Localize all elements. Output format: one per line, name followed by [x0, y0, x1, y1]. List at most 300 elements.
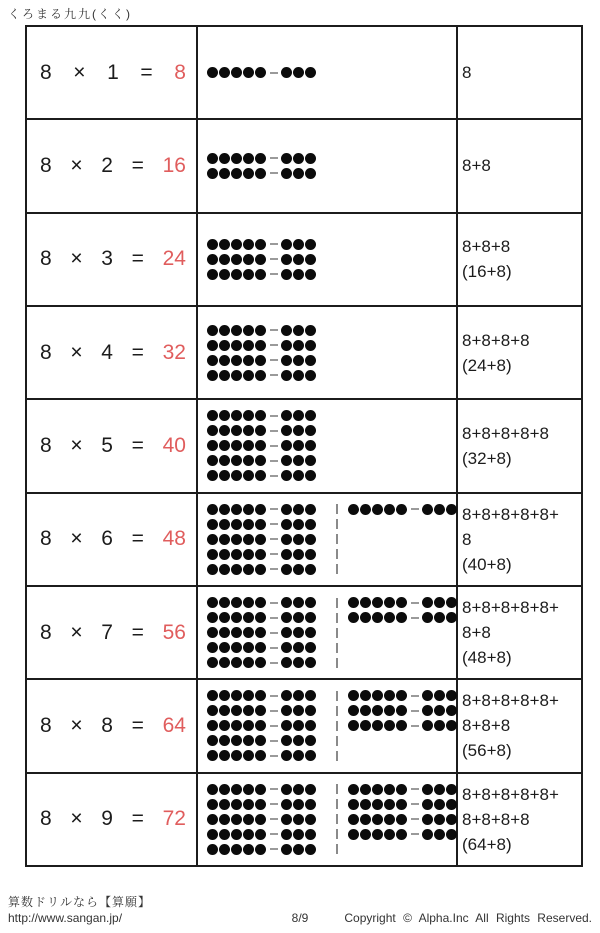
- dot-line: [348, 797, 458, 812]
- dot: [231, 239, 242, 250]
- dot: [231, 370, 242, 381]
- dot: [255, 690, 266, 701]
- dot: [207, 519, 218, 530]
- dot: [396, 720, 407, 731]
- dot: [231, 470, 242, 481]
- dot: [231, 690, 242, 701]
- dot: [207, 735, 218, 746]
- dot-block-left: [207, 595, 317, 670]
- sum-line: 8+8: [462, 156, 491, 176]
- dash: [336, 799, 338, 809]
- dot: [207, 597, 218, 608]
- dot-group-dash: [270, 803, 278, 805]
- dot: [305, 735, 316, 746]
- dot: [360, 720, 371, 731]
- dot: [255, 534, 266, 545]
- sum-cell: [458, 27, 581, 118]
- dot: [255, 597, 266, 608]
- sum-cell: [458, 120, 581, 211]
- dot: [293, 269, 304, 280]
- dot: [255, 720, 266, 731]
- dot: [281, 814, 292, 825]
- dot: [396, 814, 407, 825]
- dot: [219, 340, 230, 351]
- dot: [281, 690, 292, 701]
- dot: [293, 254, 304, 265]
- dot: [293, 470, 304, 481]
- dot-group-dash: [270, 475, 278, 477]
- dashed-separator: [336, 502, 338, 577]
- dot: [434, 504, 445, 515]
- dot-line: [207, 782, 317, 797]
- dot: [422, 612, 433, 623]
- dot-line: [207, 640, 317, 655]
- dot-group-dash: [270, 445, 278, 447]
- sum-line: 8+8+8+8: [462, 330, 530, 350]
- dot: [305, 455, 316, 466]
- dot: [219, 549, 230, 560]
- dot: [305, 549, 316, 560]
- dots-cell: [198, 214, 458, 305]
- dot: [207, 705, 218, 716]
- dot: [231, 519, 242, 530]
- multiplier: 5: [101, 433, 113, 457]
- dot: [207, 440, 218, 451]
- dot: [231, 410, 242, 421]
- dot: [360, 504, 371, 515]
- sum-line: (48+8): [462, 648, 512, 668]
- dot-line: [348, 718, 458, 733]
- dots-cell: [198, 27, 458, 118]
- dot: [219, 370, 230, 381]
- dash-segment: [336, 827, 338, 842]
- dot: [305, 153, 316, 164]
- dot: [243, 269, 254, 280]
- dot: [281, 627, 292, 638]
- dot: [446, 504, 457, 515]
- multiplicand: 8: [40, 153, 52, 177]
- dot-block-right: [348, 595, 458, 625]
- dot: [434, 612, 445, 623]
- dot-group-dash: [411, 508, 419, 510]
- dot: [293, 534, 304, 545]
- dashed-separator: [336, 688, 338, 763]
- dash: [336, 519, 338, 529]
- dash-segment: [336, 502, 338, 517]
- dash: [336, 691, 338, 701]
- dot: [305, 844, 316, 855]
- product-answer: 48: [162, 527, 186, 551]
- dot: [293, 784, 304, 795]
- dot: [207, 455, 218, 466]
- dot: [231, 534, 242, 545]
- dot: [243, 370, 254, 381]
- dot: [207, 549, 218, 560]
- sum-line: 8+8+8+8: [462, 809, 530, 829]
- dot: [243, 254, 254, 265]
- dot: [422, 690, 433, 701]
- dot: [434, 814, 445, 825]
- dot-group-dash: [270, 258, 278, 260]
- dot: [219, 814, 230, 825]
- dot: [281, 455, 292, 466]
- footer-site-name: 算数ドリルなら【算願】: [8, 895, 152, 909]
- dot: [219, 168, 230, 179]
- dot: [446, 814, 457, 825]
- times-sign: ×: [70, 713, 83, 737]
- dash-segment: [336, 797, 338, 812]
- dot: [243, 67, 254, 78]
- dot-line: [207, 252, 317, 267]
- dot: [305, 829, 316, 840]
- dash-segment: [336, 688, 338, 703]
- dot: [243, 504, 254, 515]
- dot: [372, 690, 383, 701]
- dot: [207, 410, 218, 421]
- sum-line: (32+8): [462, 448, 512, 468]
- dot: [219, 455, 230, 466]
- dot: [305, 720, 316, 731]
- dot-line: [207, 408, 317, 423]
- dash-segment: [336, 718, 338, 733]
- dots-wrap: [207, 688, 458, 763]
- dot: [293, 425, 304, 436]
- dot: [384, 504, 395, 515]
- dot: [305, 705, 316, 716]
- dot-group-dash: [270, 243, 278, 245]
- dot: [434, 784, 445, 795]
- dot: [293, 67, 304, 78]
- dashed-separator: [336, 595, 338, 670]
- dot: [231, 784, 242, 795]
- equation-cell: [27, 120, 198, 211]
- dot: [255, 519, 266, 530]
- page-title: くろまる九九(くく): [8, 7, 132, 21]
- multiplicand: 8: [40, 807, 52, 831]
- dot: [281, 239, 292, 250]
- dot: [207, 153, 218, 164]
- dot: [219, 519, 230, 530]
- dot: [207, 239, 218, 250]
- dot: [293, 612, 304, 623]
- dot: [281, 799, 292, 810]
- dash-segment: [336, 748, 338, 763]
- dot: [281, 705, 292, 716]
- dot: [255, 504, 266, 515]
- dot: [281, 254, 292, 265]
- table-row: [27, 772, 581, 865]
- dot: [219, 799, 230, 810]
- dot: [372, 705, 383, 716]
- dot: [255, 799, 266, 810]
- dot: [219, 153, 230, 164]
- dot-line: [207, 610, 317, 625]
- dot-line: [207, 353, 317, 368]
- dot-group-dash: [270, 523, 278, 525]
- dot: [243, 153, 254, 164]
- dot: [255, 370, 266, 381]
- dot: [219, 597, 230, 608]
- dot: [293, 597, 304, 608]
- dot: [281, 325, 292, 336]
- dash-segment: [336, 733, 338, 748]
- dot: [360, 597, 371, 608]
- dot-group-dash: [270, 602, 278, 604]
- dot: [396, 597, 407, 608]
- product-answer: 56: [162, 620, 186, 644]
- dot: [243, 844, 254, 855]
- dot: [305, 690, 316, 701]
- dot: [281, 564, 292, 575]
- dot-group-dash: [270, 72, 278, 74]
- dot: [422, 814, 433, 825]
- dot: [281, 370, 292, 381]
- dot: [255, 705, 266, 716]
- dot: [281, 642, 292, 653]
- dot-block-left: [207, 323, 317, 383]
- equation-cell: [27, 307, 198, 398]
- dots-wrap: [207, 782, 458, 857]
- dot-group-dash: [411, 695, 419, 697]
- dot-group-dash: [411, 725, 419, 727]
- dot: [231, 720, 242, 731]
- dot: [348, 784, 359, 795]
- dot-group-dash: [270, 553, 278, 555]
- dot: [293, 370, 304, 381]
- sum-line: 8: [462, 529, 472, 549]
- dot: [281, 519, 292, 530]
- dot-group-dash: [270, 508, 278, 510]
- dash-segment: [336, 640, 338, 655]
- times-sign: ×: [70, 807, 83, 831]
- dot: [231, 168, 242, 179]
- multiplicand: 8: [40, 527, 52, 551]
- dot: [384, 705, 395, 716]
- dash-segment: [336, 782, 338, 797]
- equation-cell: [27, 774, 198, 865]
- dot-line: [207, 812, 317, 827]
- product-answer: 40: [162, 433, 186, 457]
- dot: [243, 750, 254, 761]
- dot-block-right: [348, 688, 458, 733]
- times-sign: ×: [70, 433, 83, 457]
- sum-line: (64+8): [462, 834, 512, 854]
- dot: [207, 844, 218, 855]
- equation-cell: [27, 680, 198, 771]
- dot: [293, 355, 304, 366]
- dash-segment: [336, 610, 338, 625]
- dots-wrap: [207, 502, 458, 577]
- footer-copyright: Copyright © Alpha.Inc All Rights Reserved.: [344, 911, 592, 925]
- dot: [255, 612, 266, 623]
- dot: [243, 612, 254, 623]
- dash-segment: [336, 842, 338, 857]
- dot-group-dash: [411, 818, 419, 820]
- dot-block-left: [207, 688, 317, 763]
- dot: [281, 534, 292, 545]
- sum-line: (40+8): [462, 554, 512, 574]
- equals-sign: =: [131, 620, 144, 644]
- dot: [293, 440, 304, 451]
- dot: [446, 784, 457, 795]
- dash: [336, 706, 338, 716]
- dot: [281, 549, 292, 560]
- dash: [336, 784, 338, 794]
- sum-line: 8: [462, 63, 472, 83]
- dot: [293, 504, 304, 515]
- dot-line: [207, 842, 317, 857]
- dot: [384, 690, 395, 701]
- dot: [219, 844, 230, 855]
- dots-cell: [198, 774, 458, 865]
- sum-line: 8+8: [462, 623, 491, 643]
- dot: [207, 470, 218, 481]
- dot-line: [348, 782, 458, 797]
- dots-cell: [198, 120, 458, 211]
- dot-line: [348, 703, 458, 718]
- dot: [255, 829, 266, 840]
- dot: [219, 504, 230, 515]
- dots-wrap: [207, 323, 317, 383]
- dot: [305, 814, 316, 825]
- dot: [231, 642, 242, 653]
- times-sign: ×: [70, 527, 83, 551]
- dot: [293, 814, 304, 825]
- dot: [243, 564, 254, 575]
- dot-line: [207, 688, 317, 703]
- dot: [219, 750, 230, 761]
- dot: [281, 657, 292, 668]
- dot-group-dash: [411, 710, 419, 712]
- dot: [255, 735, 266, 746]
- dot: [243, 597, 254, 608]
- dot: [434, 705, 445, 716]
- dot: [207, 340, 218, 351]
- dot: [422, 784, 433, 795]
- dot: [360, 612, 371, 623]
- times-sign: ×: [70, 247, 83, 271]
- dot-line: [207, 827, 317, 842]
- sum-line: 8+8+8+8+8: [462, 423, 549, 443]
- sum-line: 8+8+8+8+8+: [462, 784, 559, 804]
- dot-line: [207, 368, 317, 383]
- dot-group-dash: [270, 460, 278, 462]
- dot: [384, 597, 395, 608]
- dot: [231, 425, 242, 436]
- dots-wrap: [207, 237, 317, 282]
- dot: [219, 705, 230, 716]
- sum-line: (16+8): [462, 262, 512, 282]
- product-answer: 8: [174, 60, 186, 84]
- dot-line: [207, 438, 317, 453]
- dash: [336, 658, 338, 668]
- multiplier: 2: [101, 153, 113, 177]
- dot-group-dash: [270, 374, 278, 376]
- sum-cell: [458, 400, 581, 491]
- dot: [231, 440, 242, 451]
- dot: [255, 425, 266, 436]
- dot: [293, 410, 304, 421]
- multiplicand: 8: [40, 340, 52, 364]
- dot: [434, 799, 445, 810]
- dot: [231, 705, 242, 716]
- dot: [305, 370, 316, 381]
- dot: [293, 829, 304, 840]
- dot: [305, 519, 316, 530]
- dot-line: [207, 562, 317, 577]
- dot: [219, 425, 230, 436]
- dot: [243, 799, 254, 810]
- dot-group-dash: [270, 568, 278, 570]
- dot: [219, 440, 230, 451]
- sum-cell: [458, 214, 581, 305]
- dot: [384, 829, 395, 840]
- dots-wrap: [207, 65, 317, 80]
- dot: [243, 455, 254, 466]
- dot: [396, 799, 407, 810]
- dot: [305, 504, 316, 515]
- dot: [255, 67, 266, 78]
- dots-cell: [198, 400, 458, 491]
- dot: [305, 642, 316, 653]
- dot-line: [207, 718, 317, 733]
- equation-cell: [27, 587, 198, 678]
- dot: [207, 814, 218, 825]
- dash: [336, 564, 338, 574]
- dot: [372, 612, 383, 623]
- dot: [281, 269, 292, 280]
- dot-line: [207, 65, 317, 80]
- dot: [219, 239, 230, 250]
- dot: [305, 750, 316, 761]
- dot-line: [348, 827, 458, 842]
- dot-line: [207, 468, 317, 483]
- dot: [293, 642, 304, 653]
- dot: [243, 239, 254, 250]
- equals-sign: =: [131, 153, 144, 177]
- dot: [255, 355, 266, 366]
- dot: [231, 254, 242, 265]
- dot: [281, 844, 292, 855]
- times-sign: ×: [70, 340, 83, 364]
- dot: [293, 549, 304, 560]
- dot-group-dash: [270, 430, 278, 432]
- dot: [360, 784, 371, 795]
- dash: [336, 534, 338, 544]
- dot: [243, 440, 254, 451]
- dot-line: [207, 502, 317, 517]
- dot-line: [207, 151, 317, 166]
- dot: [293, 564, 304, 575]
- dot: [243, 705, 254, 716]
- dot-line: [207, 733, 317, 748]
- dot: [243, 325, 254, 336]
- multiplicand: 8: [40, 620, 52, 644]
- dot: [293, 690, 304, 701]
- dot: [281, 340, 292, 351]
- dot: [422, 504, 433, 515]
- sum-cell: [458, 307, 581, 398]
- multiplication-table: [25, 25, 583, 867]
- times-sign: ×: [70, 620, 83, 644]
- dot-group-dash: [411, 617, 419, 619]
- dot: [305, 534, 316, 545]
- dot: [231, 564, 242, 575]
- dot: [293, 168, 304, 179]
- dot: [348, 504, 359, 515]
- dot: [384, 799, 395, 810]
- dot: [231, 657, 242, 668]
